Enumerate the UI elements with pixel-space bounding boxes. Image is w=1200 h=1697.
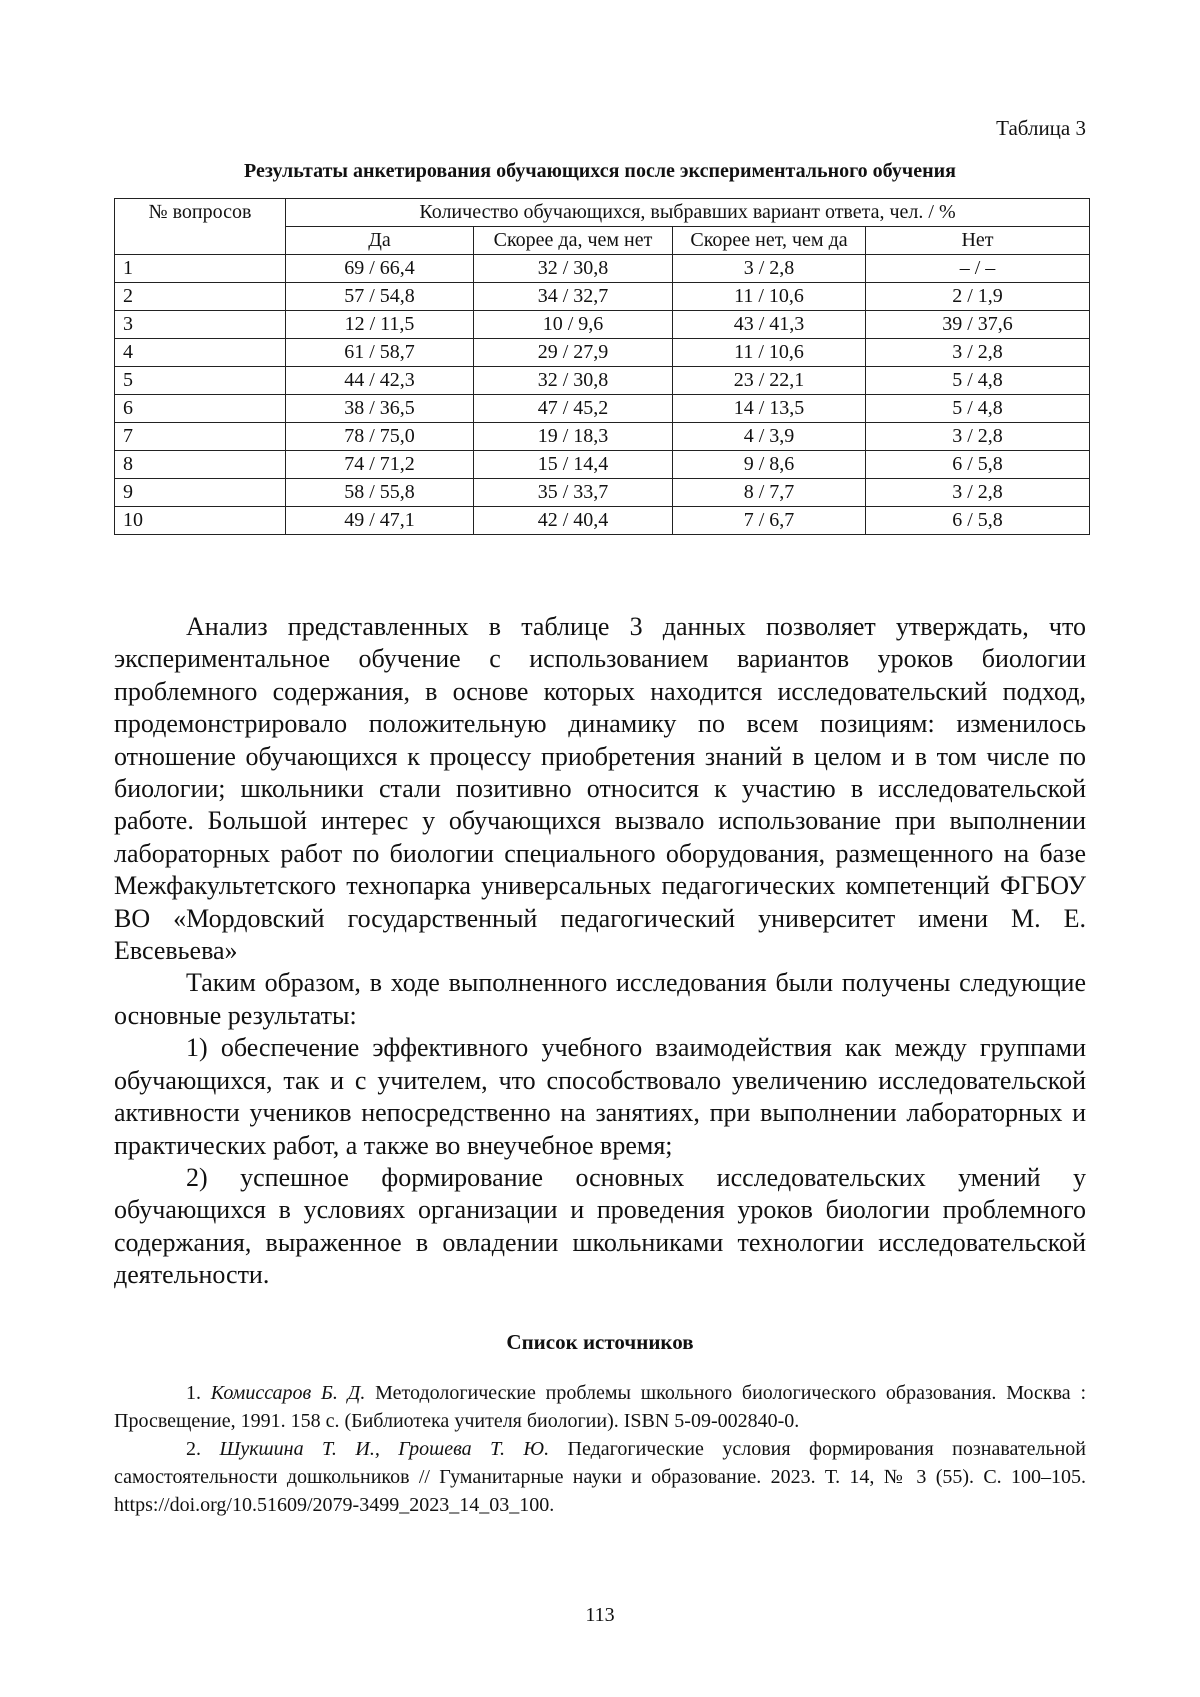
table-row [115, 395, 1090, 423]
page-number: 113 [585, 1604, 615, 1626]
header-answer-group: Количество обучающихся, выбравших вариант ответа, чел. / % [286, 199, 1090, 227]
paragraph: Анализ представленных в таблице 3 данных позволяет утверждать, что экспериментальное обучение с использованием вариантов уроков биологии проблемного содержания, в основе которых находится исследовательский подход, продемонстрировало положительную динамику по всем позициям: изменилось отношение обучающихся к процессу приобретения знаний в целом и в том числе по биологии; школьники стали позитивно относится к участию в исследовательской работе. Большой интерес у обучающихся вызвало использование при выполнении лабораторных работ по биологии специального оборудования, размещенного на базе Межфакультетского технопарка универсальных педагогических компетенций ФГБОУ ВО «Мордовский государственный педагогический университет имени М. Е. Евсевьева» [114, 612, 1086, 966]
sources-title: Список источников [506, 1330, 694, 1354]
answer-value-cell: 3 / 2,8 [866, 479, 1090, 507]
header-question-number: № вопросов [115, 199, 286, 255]
question-number-cell: 7 [115, 423, 286, 451]
table-body [115, 255, 1090, 535]
table-row [115, 283, 1090, 311]
paragraph: Таким образом, в ходе выполненного исследования были получены следующие основные результаты: [114, 968, 1086, 1030]
answer-value-cell: 3 / 2,8 [673, 255, 866, 283]
answer-value-cell: 44 / 42,3 [286, 367, 474, 395]
answer-value-cell: 3 / 2,8 [866, 423, 1090, 451]
answer-value-cell: 47 / 45,2 [474, 395, 673, 423]
answer-value-cell: 2 / 1,9 [866, 283, 1090, 311]
header-yes: Да [286, 227, 474, 255]
answer-value-cell: 11 / 10,6 [673, 339, 866, 367]
answer-value-cell: 6 / 5,8 [866, 507, 1090, 535]
reference-number: 2. [186, 1438, 220, 1460]
results-table [114, 198, 1090, 535]
table-row [115, 367, 1090, 395]
answer-value-cell: 3 / 2,8 [866, 339, 1090, 367]
table-title: Результаты анкетирования обучающихся после экспериментального обучения [244, 160, 956, 182]
table-row [115, 311, 1090, 339]
table-row [115, 507, 1090, 535]
table-row [115, 451, 1090, 479]
reference-item [114, 1435, 1086, 1519]
answer-value-cell: 4 / 3,9 [673, 423, 866, 451]
answer-value-cell: 57 / 54,8 [286, 283, 474, 311]
answer-value-cell: 6 / 5,8 [866, 451, 1090, 479]
question-number-cell: 10 [115, 507, 286, 535]
answer-value-cell: – / – [866, 255, 1090, 283]
question-number-cell: 5 [115, 367, 286, 395]
body-text [114, 611, 1086, 1292]
answer-value-cell: 15 / 14,4 [474, 451, 673, 479]
references-list [114, 1379, 1086, 1519]
question-number-cell: 8 [115, 451, 286, 479]
answer-value-cell: 58 / 55,8 [286, 479, 474, 507]
answer-value-cell: 42 / 40,4 [474, 507, 673, 535]
question-number-cell: 4 [115, 339, 286, 367]
answer-value-cell: 35 / 33,7 [474, 479, 673, 507]
reference-number: 1. [186, 1382, 211, 1404]
answer-value-cell: 32 / 30,8 [474, 367, 673, 395]
reference-authors: Шукшина Т. И., Грошева Т. Ю. [219, 1438, 550, 1460]
answer-value-cell: 32 / 30,8 [474, 255, 673, 283]
answer-value-cell: 29 / 27,9 [474, 339, 673, 367]
paragraph: 1) обеспечение эффективного учебного взаимодействия как между группами обучающихся, так и с учителем, что способствовало увеличению исследовательской активности учеников непосредственно на занятиях, при выполнении лабораторных и практических работ, а также во внеучебное время; [114, 1033, 1086, 1160]
answer-value-cell: 39 / 37,6 [866, 311, 1090, 339]
reference-item [114, 1379, 1086, 1435]
answer-value-cell: 61 / 58,7 [286, 339, 474, 367]
table-label: Таблица 3 [996, 116, 1086, 140]
header-rather-yes: Скорее да, чем нет [474, 227, 673, 255]
answer-value-cell: 9 / 8,6 [673, 451, 866, 479]
table-row [115, 339, 1090, 367]
reference-text: Методологические проблемы школьного биологического образования. Москва : Просвещение, 1991. 158 с. (Библиотека учителя биологии). ISBN 5-09-002840-0. [114, 1382, 1087, 1432]
answer-value-cell: 5 / 4,8 [866, 395, 1090, 423]
answer-value-cell: 38 / 36,5 [286, 395, 474, 423]
table-row [115, 255, 1090, 283]
answer-value-cell: 69 / 66,4 [286, 255, 474, 283]
question-number-cell: 1 [115, 255, 286, 283]
answer-value-cell: 74 / 71,2 [286, 451, 474, 479]
answer-value-cell: 11 / 10,6 [673, 283, 866, 311]
answer-value-cell: 14 / 13,5 [673, 395, 866, 423]
answer-value-cell: 49 / 47,1 [286, 507, 474, 535]
question-number-cell: 6 [115, 395, 286, 423]
question-number-cell: 2 [115, 283, 286, 311]
answer-value-cell: 19 / 18,3 [474, 423, 673, 451]
answer-value-cell: 5 / 4,8 [866, 367, 1090, 395]
answer-value-cell: 10 / 9,6 [474, 311, 673, 339]
answer-value-cell: 7 / 6,7 [673, 507, 866, 535]
answer-value-cell: 34 / 32,7 [474, 283, 673, 311]
table-row [115, 423, 1090, 451]
answer-value-cell: 43 / 41,3 [673, 311, 866, 339]
answer-value-cell: 12 / 11,5 [286, 311, 474, 339]
paragraph: 2) успешное формирование основных исследовательских умений у обучающихся в условиях организации и проведения уроков биологии проблемного содержания, выраженное в овладении школьниками технологии исследовательской деятельности. [114, 1162, 1086, 1290]
answer-value-cell: 78 / 75,0 [286, 423, 474, 451]
answer-value-cell: 23 / 22,1 [673, 367, 866, 395]
reference-authors: Комиссаров Б. Д. [210, 1382, 366, 1404]
answer-value-cell: 8 / 7,7 [673, 479, 866, 507]
table-row [115, 479, 1090, 507]
table-header-row [115, 199, 1090, 227]
question-number-cell: 3 [115, 311, 286, 339]
reference-text: Педагогические условия формирования познавательной самостоятельности дошкольников // Гуманитарные науки и образование. 2023. Т. 14, № 3 (55). С. 100–105. https://doi.org/10.51609/2079-3499_2023_14_03_100. [114, 1438, 1087, 1516]
header-rather-no: Скорее нет, чем да [673, 227, 866, 255]
question-number-cell: 9 [115, 479, 286, 507]
header-no: Нет [866, 227, 1090, 255]
